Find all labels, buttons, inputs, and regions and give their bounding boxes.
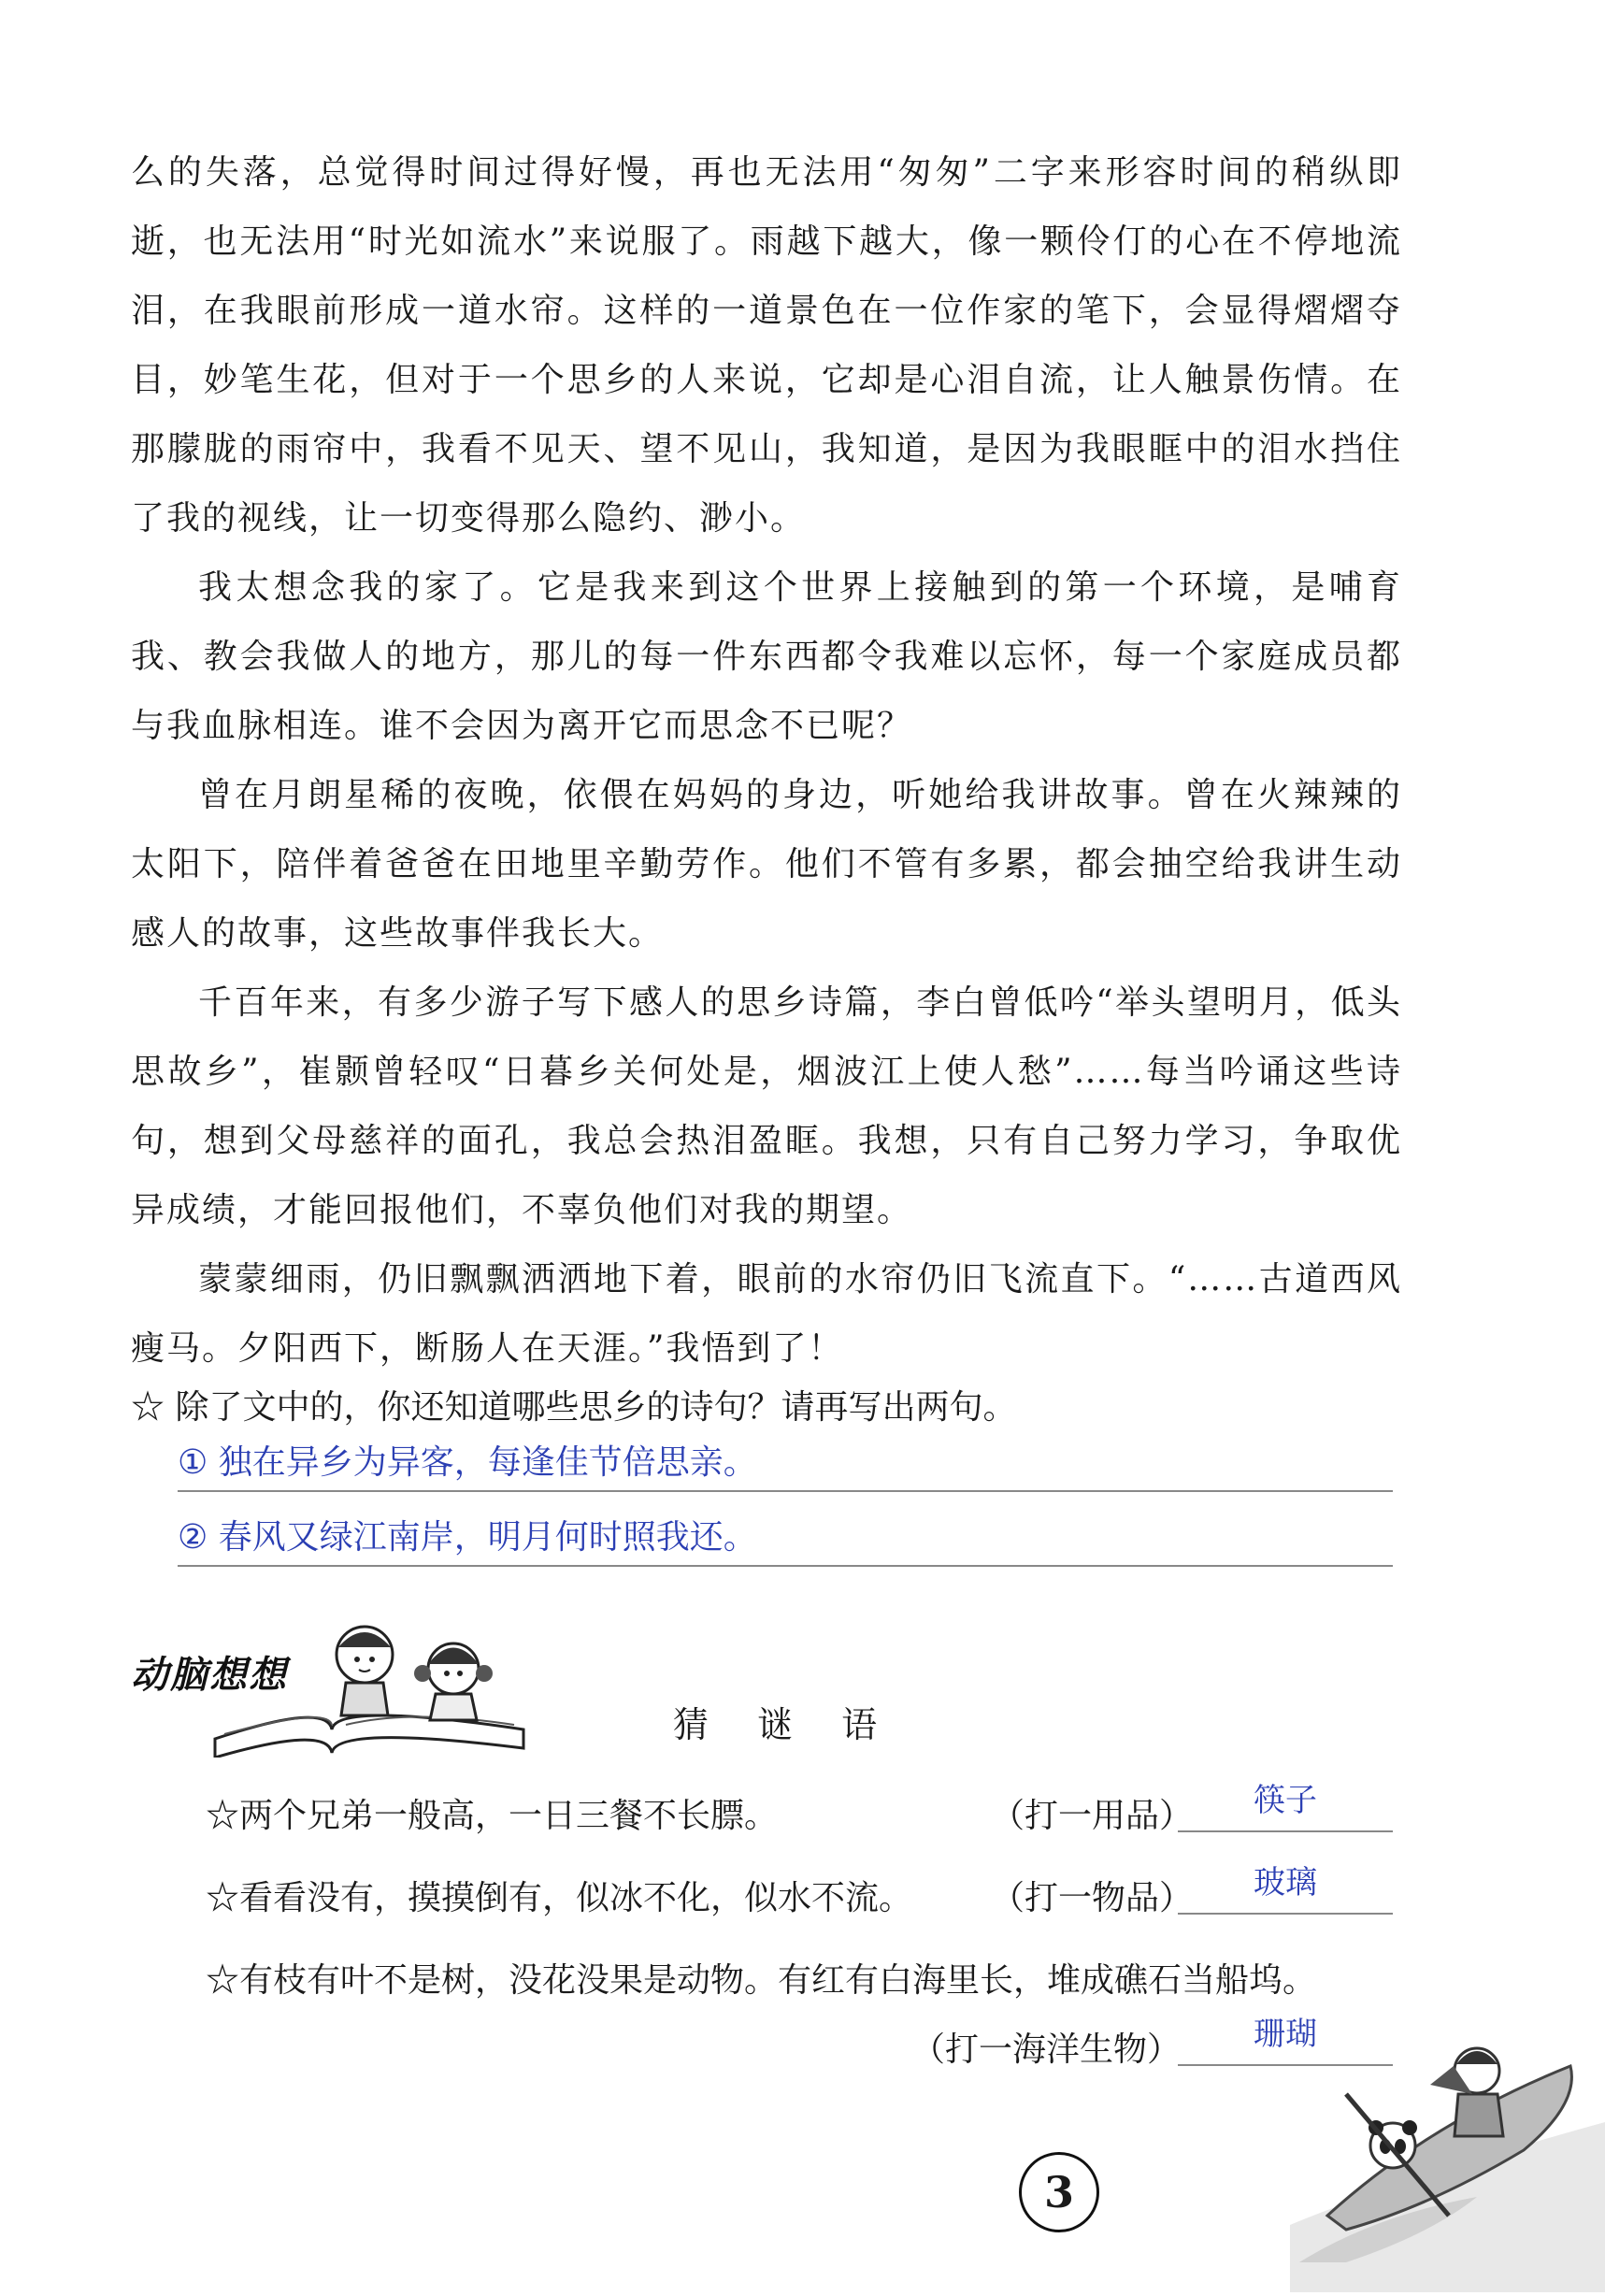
essay-paragraph: 么的失落，总觉得时间过得好慢，再也无法用“匆匆”二字来形容时间的稍纵即逝，也无法用“时光如流水”来说服了。雨越下越大，像一颗伶仃的心在不停地流泪，在我眼前形成一道水帘。这样的一道景色在一位作家的笔下，会显得熠熠夺目，妙笔生花，但对于一个思乡的人来说，它却是心泪自流，让人触景伤情。在那朦胧的雨帘中，我看不见天、望不见山，我知道，是因为我眼眶中的泪水挡住了我的视线，让一切变得那么隐约、渺小。 [131, 153, 1402, 538]
riddle-text: ☆看看没有，摸摸倒有，似冰不化，似水不流。 [206, 1879, 913, 1917]
boat-illustration [1290, 1982, 1605, 2292]
section-logo-text: 动脑想想 [131, 1654, 288, 1697]
answer-line-2[interactable]: ② 春风又绿江南岸，明月何时照我还。 [178, 1511, 1393, 1567]
riddle-text: ☆两个兄弟一般高，一日三餐不长膘。 [206, 1797, 779, 1835]
essay-paragraph: 我太想念我的家了。它是我来到这个世界上接触到的第一个环境，是哺育我、教会我做人的地方，那儿的每一件东西都令我难以忘怀，每一个家庭成员都与我血脉相连。谁不会因为离开它而思念不已呢？ [131, 568, 1402, 745]
essay-body [131, 138, 1402, 1384]
essay-paragraph: 千百年来，有多少游子写下感人的思乡诗篇，李白曾低吟“举头望明月，低头思故乡”，崔颢曾轻叹“日暮乡关何处是，烟波江上使人愁”……每当吟诵这些诗句，想到父母慈祥的面孔，我总会热泪盈眶。我想，只有自己努力学习，争取优异成绩，才能回报他们，不辜负他们对我的期望。 [131, 983, 1402, 1229]
riddle-category: （打一物品） [991, 1879, 1194, 1917]
section-logo [131, 1608, 533, 1758]
riddle-category: （打一海洋生物） [911, 2031, 1182, 2069]
essay-paragraph: 曾在月朗星稀的夜晚，依偎在妈妈的身边，听她给我讲故事。曾在火辣辣的太阳下，陪伴着爸爸在田地里辛勤劳作。他们不管有多累，都会抽空给我讲生动感人的故事，这些故事伴我长大。 [131, 776, 1402, 953]
answer-line-1[interactable]: ① 独在异乡为异客，每逢佳节倍思亲。 [178, 1436, 1393, 1492]
essay-paragraph: 蒙蒙细雨，仍旧飘飘洒洒地下着，眼前的水帘仍旧飞流直下。“……古道西风瘦马。夕阳西下，断肠人在天涯。”我悟到了！ [131, 1260, 1402, 1368]
riddle-answer[interactable]: 玻璃 [1178, 1857, 1393, 1915]
kayak-panda-icon [1290, 1982, 1605, 2292]
page-number: 3 [1019, 2152, 1099, 2232]
section-title: 猜 谜 语 [673, 1704, 896, 1745]
riddle-item-2 [206, 1866, 1421, 1931]
riddle-item-3: ☆有枝有叶不是树，没花没果是动物。有红有白海里长，堆成礁石当船坞。 [206, 1961, 1317, 2000]
riddle-answer[interactable]: 珊瑚 [1178, 2008, 1393, 2066]
riddle-answer[interactable]: 筷子 [1178, 1774, 1393, 1832]
question-text: ☆ 除了文中的，你还知道哪些思乡的诗句？请再写出两句。 [131, 1388, 1017, 1427]
riddle-item-1 [206, 1784, 1421, 1849]
riddle-category: （打一用品） [991, 1797, 1194, 1835]
